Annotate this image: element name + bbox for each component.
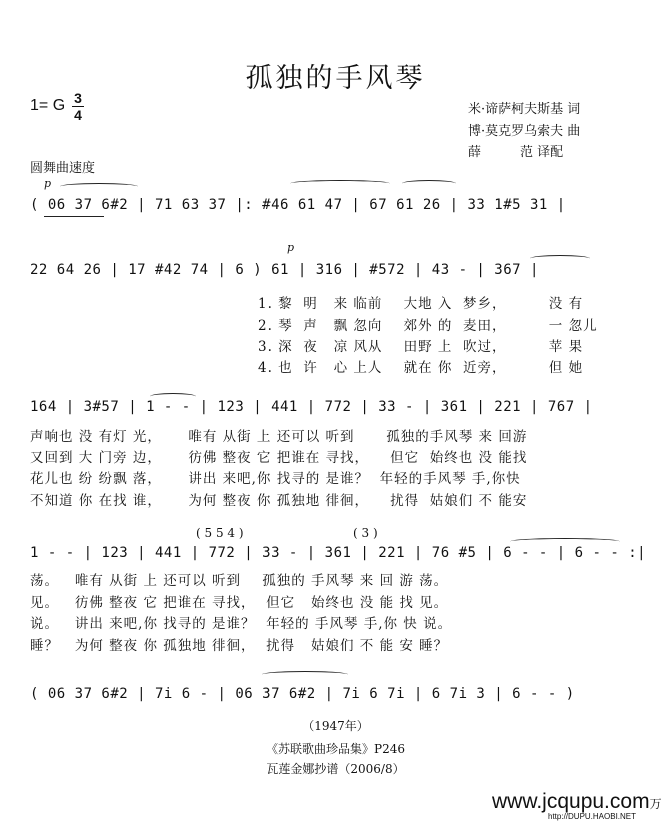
alternate-notes-a: ( 5 5 4 ) bbox=[196, 526, 244, 540]
translator-credit: 薛 范 译配 bbox=[468, 145, 564, 160]
underline-mark bbox=[44, 216, 104, 217]
slur-mark bbox=[510, 538, 620, 545]
lyric-verse3-b: 花儿也 纷 纷飘 落， 讲出 来吧,你 找寻的 是谁？ 年轻的手风琴 手,你快 bbox=[30, 471, 521, 487]
time-signature-bottom: 4 bbox=[74, 107, 82, 123]
composition-year: （1947年） bbox=[302, 719, 369, 733]
lyric-verse2-b: 又回到 大 门旁 边， 彷佛 整夜 它 把谁在 寻找， 但它 始终也 没 能找 bbox=[30, 450, 528, 466]
song-title: 孤独的手风琴 bbox=[245, 63, 426, 94]
lyric-verse3-a: 3. 深 夜 凉 风从 田野 上 吹过， 苹 果 bbox=[258, 339, 584, 355]
transcriber-note: 瓦莲金娜抄谱（2006/8） bbox=[266, 762, 405, 776]
lyric-verse2-c: 见。 彷佛 整夜 它 把谁在 寻找， 但它 始终也 没 能 找 见。 bbox=[30, 595, 449, 611]
time-signature-top: 3 bbox=[74, 90, 82, 106]
tempo-marking: 圆舞曲速度 bbox=[30, 161, 96, 176]
lyricist-credit: 米·谛萨柯夫斯基 词 bbox=[468, 102, 581, 117]
slur-mark bbox=[290, 180, 390, 187]
watermark-site-text: www.jcqupu.com bbox=[492, 790, 650, 813]
dynamic-verse: p bbox=[287, 241, 295, 254]
time-signature bbox=[72, 91, 84, 122]
slur-mark bbox=[262, 671, 348, 678]
lyric-verse4-c: 睡？ 为何 整夜 你 孤独地 徘徊， 扰得 姑娘们 不 能 安 睡？ bbox=[30, 638, 449, 654]
watermark-site-suffix: 万 bbox=[649, 797, 662, 811]
notation-line-3: 164 | 3#57 | 1 - - | 123 | 441 | 772 | 33 - | 361 | 221 | 767 | bbox=[30, 399, 593, 415]
alternate-notes-b: ( 3 ) bbox=[353, 526, 378, 540]
key-signature: 1= G bbox=[30, 97, 66, 114]
lyric-verse2-a: 2. 琴 声 飘 忽向 郊外 的 麦田， 一 忽儿 bbox=[258, 318, 598, 334]
lyric-verse1-c: 荡。 唯有 从街 上 还可以 听到 孤独的 手风琴 来 回 游 荡。 bbox=[30, 573, 449, 589]
lyric-verse4-a: 4. 也 许 心 上人 就在 你 近旁， 但 她 bbox=[258, 360, 584, 376]
dynamic-intro: p bbox=[44, 177, 52, 190]
notation-line-4: 1 - - | 123 | 441 | 772 | 33 - | 361 | 221 | 76 #5 | 6 - - | 6 - - :| bbox=[30, 545, 647, 561]
source-book: 《苏联歌曲珍品集》P246 bbox=[266, 742, 405, 756]
slur-mark bbox=[402, 180, 456, 187]
notation-line-5: ( 06 37 6#2 | 7i 6 - | 06 37 6#2 | 7i 6 7i | 6 7i 3 | 6 - - ) bbox=[30, 686, 575, 702]
slur-mark bbox=[60, 183, 138, 190]
notation-line-2: 22 64 26 | 17 #42 74 | 6 ) 61 | 316 | #572 | 43 - | 367 | bbox=[30, 262, 539, 278]
lyric-verse4-b: 不知道 你 在找 谁， 为何 整夜 你 孤独地 徘徊， 扰得 姑娘们 不 能安 bbox=[30, 493, 528, 509]
notation-line-1: ( 06 37 6#2 | 71 63 37 |: #46 61 47 | 67 61 26 | 33 1#5 31 | bbox=[30, 197, 566, 213]
lyric-verse1-b: 声响也 没 有灯 光， 唯有 从街 上 还可以 听到 孤独的手风琴 来 回游 bbox=[30, 429, 528, 445]
slur-mark bbox=[530, 255, 590, 262]
watermark-site bbox=[492, 790, 662, 814]
lyric-verse3-c: 说。 讲出 来吧,你 找寻的 是谁？ 年轻的 手风琴 手,你 快 说。 bbox=[30, 616, 453, 632]
lyric-verse1-a: 1. 黎 明 来 临前 大地 入 梦乡， 没 有 bbox=[258, 296, 584, 312]
watermark-url: http://DUPU.HAOBI.NET bbox=[548, 812, 637, 821]
composer-credit: 博·莫克罗乌索夫 曲 bbox=[468, 124, 581, 139]
